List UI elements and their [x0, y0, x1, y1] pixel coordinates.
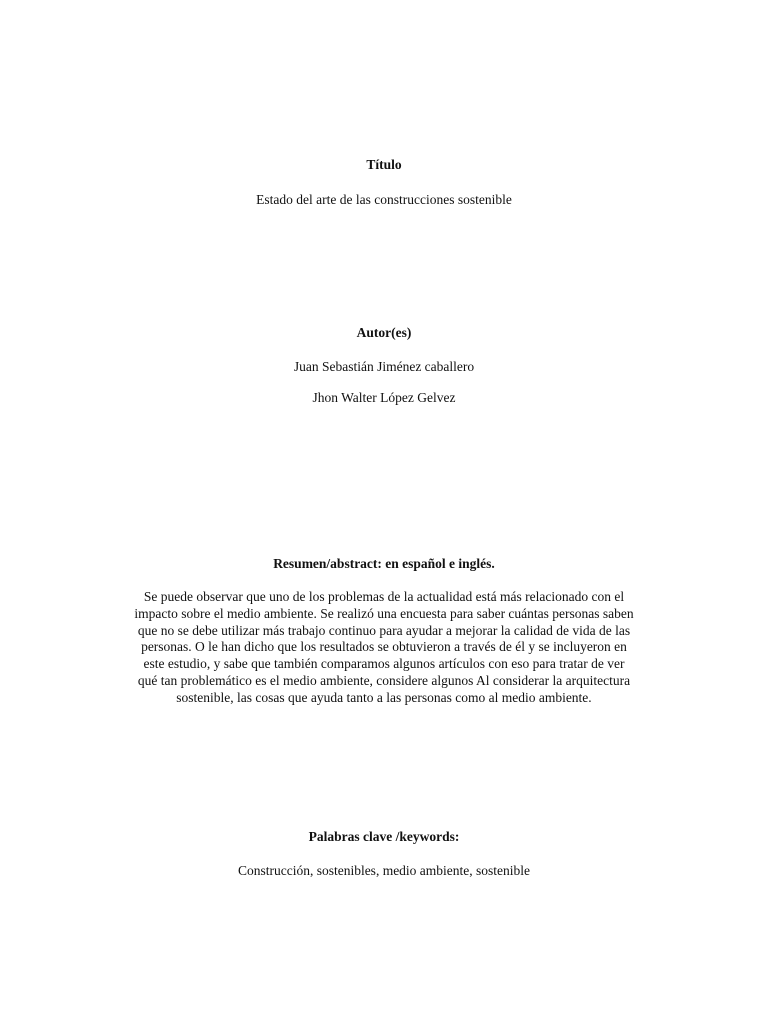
authors-heading: Autor(es): [356, 325, 412, 340]
author-name: Juan Sebastián Jiménez caballero: [293, 359, 475, 374]
title-text: Estado del arte de las construcciones sostenible: [256, 192, 512, 207]
author-name: Jhon Walter López Gelvez: [312, 390, 456, 405]
abstract-heading: Resumen/abstract: en español e inglés.: [273, 556, 495, 571]
abstract-text: Se puede observar que uno de los problemas de la actualidad está más relacionado con el impacto sobre el medio ambiente. Se realizó una encuesta para saber cuántas personas saben que no se debe utilizar más trabajo continuo para ayudar a mejorar la calidad de vida de las personas. O le han dicho que los resultados se obtuvieron a través de él y se incluyeron en este estudio, y sabe que también comparamos algunos artículos con eso para tratar de ver qué tan problemático es el medio ambiente, considere algunos Al considerar la arquitectura sostenible, las cosas que ayuda tanto a las personas como al medio ambiente.: [134, 589, 634, 705]
keywords-text: Construcción, sostenibles, medio ambiente, sostenible: [237, 863, 531, 878]
keywords-heading: Palabras clave /keywords:: [308, 829, 460, 844]
title-heading: Título: [366, 157, 402, 172]
